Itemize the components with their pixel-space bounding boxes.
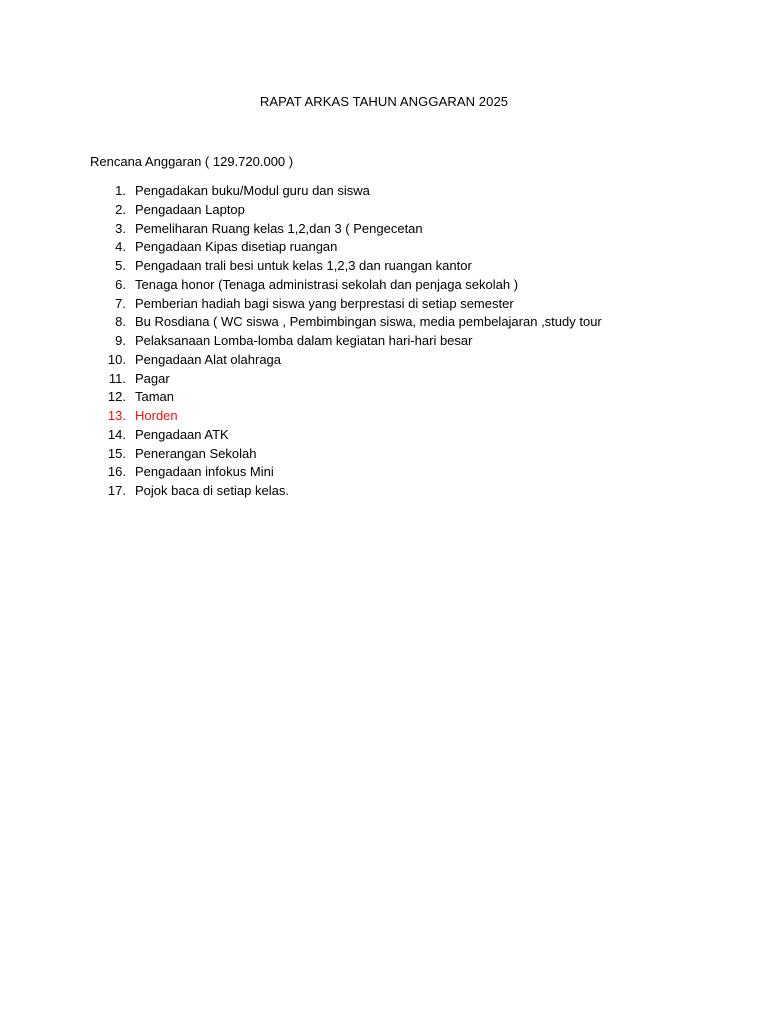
list-item-text: Bu Rosdiana ( WC siswa , Pembimbingan siswa, media pembelajaran ,study tour	[135, 314, 602, 330]
list-item-text: Pemeliharan Ruang kelas 1,2,dan 3 ( Pengecetan	[135, 220, 423, 236]
list-item-number: 2.	[115, 201, 126, 217]
list-item-number: 6.	[115, 276, 126, 292]
list-item-text: Pengadaan ATK	[135, 426, 229, 442]
list-item-text: Pengadaan infokus Mini	[135, 464, 274, 480]
list-item-number: 17.	[107, 483, 126, 498]
list-item-number: 14.	[107, 426, 126, 442]
list-item-text: Pengadaan trali besi untuk kelas 1,2,3 dan ruangan kantor	[135, 258, 472, 273]
budget-line: Rencana Anggaran ( 129.720.000 )	[90, 154, 294, 169]
list-item-number: 3.	[115, 220, 126, 236]
list-item-text: Horden	[135, 408, 178, 423]
list-item-text: Pengadaan Laptop	[135, 201, 245, 217]
list-item-number: 10.	[107, 351, 126, 367]
list-item-number: 8.	[115, 314, 126, 330]
list-item-number: 15.	[107, 445, 126, 461]
list-item-text: Pojok baca di setiap kelas.	[135, 483, 289, 498]
list-item-number: 13.	[107, 408, 126, 423]
list-item-text: Penerangan Sekolah	[135, 445, 257, 461]
list-item-number: 4.	[115, 239, 126, 255]
list-item-text: Pengadakan buku/Modul guru dan siswa	[135, 183, 370, 198]
list-item-number: 1.	[115, 183, 126, 198]
list-item-text: Pemberian hadiah bagi siswa yang berprestasi di setiap semester	[135, 295, 514, 311]
list-item-number: 16.	[107, 464, 126, 480]
list-item-text: Pengadaan Kipas disetiap ruangan	[135, 239, 338, 255]
document-title: RAPAT ARKAS TAHUN ANGGARAN 2025	[259, 94, 509, 109]
list-item-text: Taman	[135, 389, 175, 405]
list-item-number: 12.	[107, 389, 126, 405]
list-item-number: 7.	[115, 295, 126, 311]
list-item-number: 11.	[108, 370, 126, 386]
list-item-text: Tenaga honor (Tenaga administrasi sekolah dan penjaga sekolah )	[135, 276, 519, 292]
list-item-number: 9.	[115, 333, 126, 348]
list-item-text: Pelaksanaan Lomba-lomba dalam kegiatan hari-hari besar	[135, 333, 473, 348]
list-item-number: 5.	[115, 258, 126, 273]
list-item-text: Pagar	[135, 370, 170, 386]
list-item-text: Pengadaan Alat olahraga	[135, 351, 282, 367]
